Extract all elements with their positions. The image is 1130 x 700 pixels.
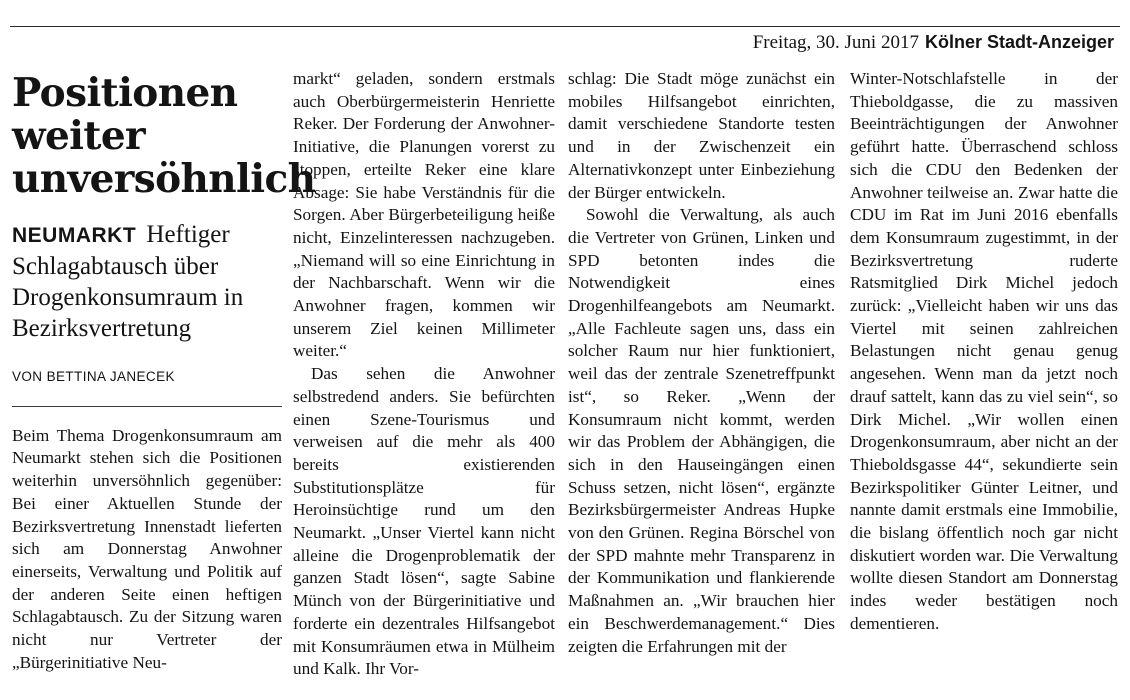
paragraph: Winter-Notschlafstelle in der Thieboldgasse, die zu massiven Beeinträchtigungen der Anwohner geführt hatte. Überraschend schloss sich die CDU den Bedenken der Anwohner teilweise an. Zwar hatte die CDU im Rat im Juni 2016 ebenfalls dem Konsumraum zugestimmt, in der Bezirksvertretung ruderte Ratsmitglied Dirk Michel jedoch zurück: „Vielleicht haben wir uns das Viertel mit seinen zahlreichen Belastungen nicht genau genug angesehen. Wenn man da jetzt noch drauf sattelt, kann das zu viel sein“, so Dirk Michel. „Wir wollen einen Drogenkonsumraum, aber nicht an der Thieboldsgasse 44“, sekundierte sein Bezirkspolitiker Günter Leitner, und nannte damit erstmals eine Immobilie, die bislang öffentlich noch gar nicht diskutiert worden war. Die Verwaltung wollte diesen Standort am Donnerstag indes weder bestätigen noch dementieren. bbox=[850, 69, 1118, 633]
paragraph: schlag: Die Stadt möge zunächst ein mobiles Hilfsangebot einrichten, damit verschiedene Standorte testen und in der Zwischenzeit ein Alternativkonzept unter Einbeziehung der Bürger entwickeln. bbox=[568, 69, 835, 202]
byline: VON BETTINA JANECEK bbox=[12, 369, 175, 384]
issue-date: Freitag, 30. Juni 2017 bbox=[752, 32, 919, 53]
headline: Positionen weiter unversöhnlich bbox=[12, 70, 316, 202]
newspaper-name: Kölner Stadt-Anzeiger bbox=[924, 32, 1114, 52]
subheadline: Heftiger Schlagabtausch über Drogenkonsumraum in Bezirksvertretung bbox=[12, 221, 244, 342]
article-column-4 bbox=[850, 68, 1118, 636]
top-rule bbox=[10, 26, 1120, 27]
article-column-1 bbox=[12, 70, 316, 674]
paragraph: Beim Thema Drogenkonsumraum am Neumarkt stehen sich die Positionen weiterhin unversöhnlich gegenüber: Bei einer Aktuellen Stunde der Bezirksvertretung Innenstadt lieferten sich am Donnerstag Anwohner einerseits, Verwaltung und Politik auf der anderen Seite einen heftigen Schlagabtausch. Zu der Sitzung waren nicht nur Vertreter der „Bürgerinitiative Neu- bbox=[12, 425, 282, 672]
article-column-2 bbox=[293, 68, 555, 681]
kicker: NEUMARKT bbox=[12, 224, 137, 247]
paragraph: markt“ geladen, sondern erstmals auch Oberbürgermeisterin Henriette Reker. Der Forderung der Anwohner-Initiative, die Planungen vorerst zu stoppen, erteilte Reker eine klare Absage: Sie habe Verständnis für die Sorgen. Aber Bürgerbeteiligung heiße nicht, Einzelinteressen nachzugeben. „Niemand will so eine Einrichtung in der Nachbarschaft. Wenn wir die Anwohner fragen, kommen wir unserem Ziel keinen Millimeter weiter.“ bbox=[293, 69, 555, 361]
article-column-3 bbox=[568, 68, 835, 658]
masthead bbox=[753, 30, 1114, 55]
byline-divider bbox=[12, 406, 282, 407]
paragraph: Das sehen die Anwohner selbstredend anders. Sie befürchten einen Szene-Tourismus und verweisen auf die mehr als 400 bereits existierenden Substitutionsplätze für Heroinsüchtige rund um den Neumarkt. „Unser Viertel kann nicht alleine die Drogenproblematik der ganzen Stadt lösen“, sagte Sabine Münch von der Bürgerinitiative und forderte ein dezentrales Hilfsangebot mit Konsumräumen etwa in Mülheim und Kalk. Ihr Vor- bbox=[293, 364, 555, 679]
subheadline-block bbox=[12, 219, 282, 344]
paragraph: Sowohl die Verwaltung, als auch die Vertreter von Grünen, Linken und SPD betonten indes die Notwendigkeit eines Drogenhilfeangebots am Neumarkt. „Alle Fachleute sagen uns, dass ein solcher Raum nur hier funktioniert, weil das der zentrale Szenetreffpunkt ist“, so Reker. „Wenn der Konsumraum nicht kommt, werden wir das Problem der Abhängigen, die sich in den Hauseingängen einen Schuss setzen, nicht lösen“, ergänzte Bezirksbürgermeister Andreas Hupke von den Grünen. Regina Börschel von der SPD mahnte mehr Transparenz in der Kommunikation und flankierende Maßnahmen an. „Wir brauchen hier ein Beschwerdemanagement.“ Dies zeigten die Erfahrungen mit der bbox=[568, 205, 835, 656]
